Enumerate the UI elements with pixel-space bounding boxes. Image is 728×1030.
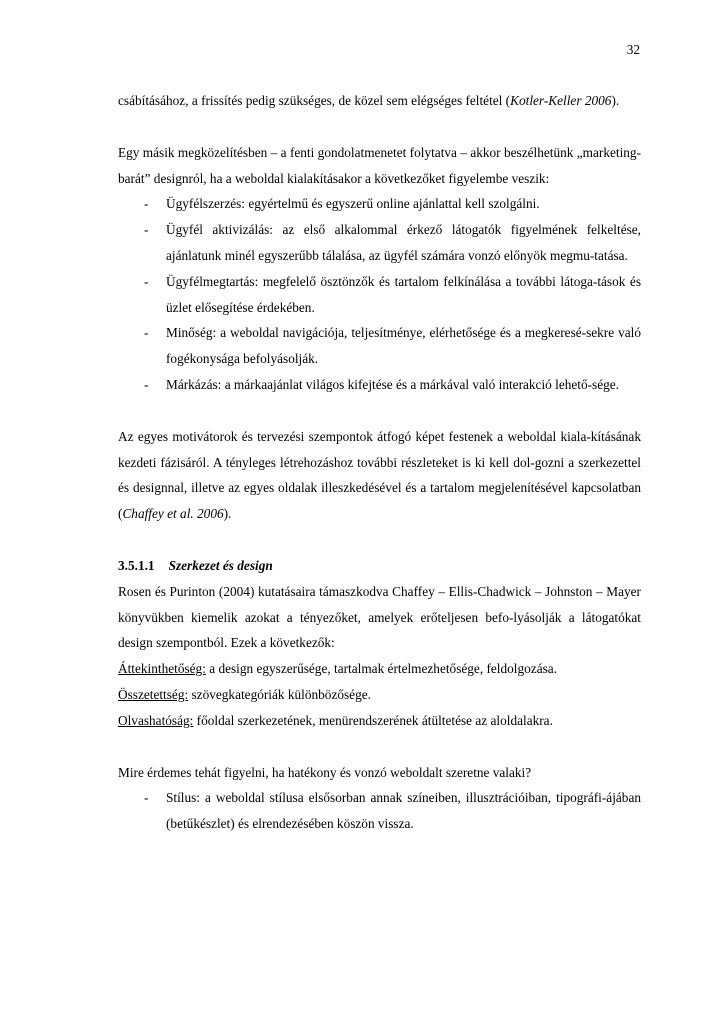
term-label: Olvashatóság: (118, 712, 194, 728)
citation-chaffey: Chaffey et al. 2006 (122, 506, 224, 522)
list-item (118, 191, 641, 217)
paragraph-motivators-text-a: Az egyes motivátorok és tervezési szempontok átfogó képet festenek a weboldal kiala-kításának kezdeti fázisáról. A tényleges létrehozáshoz további részleteket is ki kell dol-gozni a szerkezettel és designnal, illetve az egyes oldalak illeszkedésével és a tartalom megjelenítésével kapcsolatban ( (118, 428, 641, 522)
section-title: Szerkezet és design (168, 557, 273, 573)
criteria-list (118, 191, 641, 397)
list-marker: - (144, 222, 149, 238)
paragraph-gap (118, 527, 641, 553)
term-definition (118, 682, 641, 708)
list-item-text: Minőség: a weboldal navigációja, teljesítménye, elérhetősége és a megkeresé-sekre való fogékonysága befolyásolják. (166, 325, 641, 367)
citation-kotler-keller: Kotler-Keller 2006 (510, 93, 612, 108)
list-item-text: Ügyfélszerzés: egyértelmű és egyszerű online ajánlattal kell szolgálni. (166, 196, 540, 212)
term-label: Összetettség: (118, 686, 189, 702)
paragraph-intro-text-a: csábításához, a frissítés pedig szükséges, de közel sem elégséges feltétel ( (118, 93, 511, 108)
paragraph-gap (118, 734, 641, 760)
term-description: a design egyszerűsége, tartalmak értelmezhetősége, feldolgozása. (205, 661, 557, 677)
list-item-text: Ügyfél aktivizálás: az első alkalommal érkező látogatók figyelmének felkeltése, ajánlatunk minél egyszerűbb tálalása, az ügyfél számára vonzó előnyök megmu-tatása. (166, 222, 641, 263)
paragraph-marketing-friendly: Egy másik megközelítésben – a fenti gondolatmenetet folytatva – akkor beszélhetünk „marketing-barát” designról, ha a weboldal kialakításakor a következőket figyelembe veszik: (118, 144, 641, 186)
paragraph-intro-text-b: ). (611, 93, 620, 108)
list-marker: - (144, 325, 149, 341)
term-definition (118, 656, 641, 682)
paragraph-rosen-purinton: Rosen és Purinton (2004) kutatásaira támaszkodva Chaffey – Ellis-Chadwick – Johnston – Mayer könyvükben kiemelik azokat a tényezőket, amelyek erőteljesen befo-lyásolják a látogatókat design szempontból. Ezek a következők: (118, 583, 641, 651)
list-marker: - (144, 376, 149, 392)
page-number: 32 (626, 42, 640, 57)
list-marker: - (144, 196, 149, 212)
list-marker: - (144, 273, 149, 289)
page-content (118, 88, 641, 837)
list-item-text: Ügyfélmegtartás: megfelelő ösztönzők és tartalom felkínálása a további látoga-tások és üzlet elősegítése érdekében. (166, 273, 641, 315)
term-description: főoldal szerkezetének, menürendszerének átültetése az aloldalakra. (193, 712, 553, 728)
section-heading (118, 553, 641, 579)
list-item-text: Stílus: a weboldal stílusa elsősorban annak színeiben, illusztrációiban, tipográfi-ájában (betűkészlet) és elrendezésében köszön vissza. (166, 790, 641, 832)
paragraph-motivators (118, 424, 641, 527)
list-item (118, 217, 641, 269)
term-description: szövegkategóriák különbözősége. (188, 686, 371, 702)
paragraph-gap (118, 114, 641, 140)
paragraph-motivators-text-b: ). (223, 506, 232, 522)
paragraph-intro (118, 88, 641, 114)
paragraph-question: Mire érdemes tehát figyelni, ha hatékony és vonzó weboldalt szeretne valaki? (118, 764, 532, 780)
term-definition (118, 708, 641, 734)
style-list (118, 785, 641, 837)
list-item (118, 785, 641, 837)
term-label: Áttekinthetőség: (118, 661, 206, 677)
list-marker: - (144, 790, 149, 806)
section-number: 3.5.1.1 (118, 557, 155, 573)
list-item (118, 269, 641, 321)
list-item (118, 320, 641, 372)
list-item (118, 372, 641, 398)
list-item-text: Márkázás: a márkaajánlat világos kifejtése és a márkával való interakció lehető-sége. (166, 376, 619, 392)
paragraph-gap (118, 398, 641, 424)
